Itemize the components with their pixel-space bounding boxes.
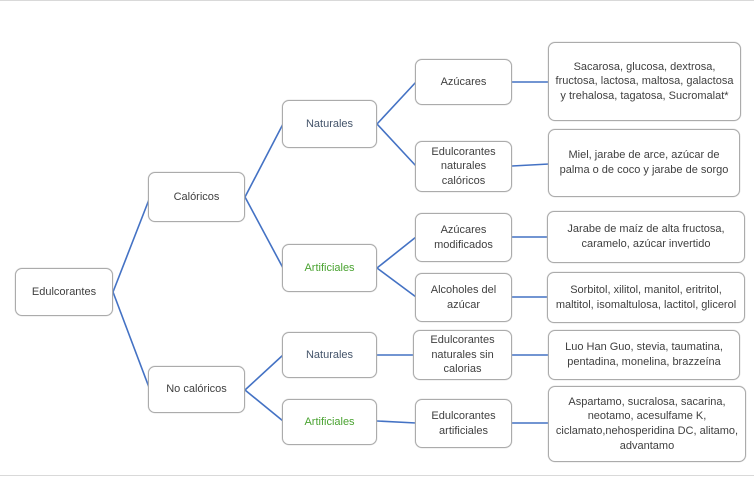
leaf-natural-noncaloric-sweeteners-list: Luo Han Guo, stevia, taumatina, pentadina, monelina, brazzeína (548, 330, 740, 380)
connector (245, 124, 283, 197)
node-artificiales-caloricos: Artificiales (282, 244, 377, 292)
connector (512, 164, 549, 166)
node-azucares: Azúcares (415, 59, 512, 105)
leaf-modified-sugars-list: Jarabe de maíz de alta fructosa, caramelo, azúcar invertido (547, 211, 745, 263)
connector (113, 197, 150, 292)
node-edulcorantes-naturales-sin-calorias: Edulcorantes naturales sin calorias (413, 330, 512, 380)
connector (113, 292, 150, 390)
connector (245, 390, 283, 421)
node-edulcorantes-artificiales: Edulcorantes artificiales (415, 399, 512, 448)
leaf-natural-caloric-sweeteners-list: Miel, jarabe de arce, azúcar de palma o de coco y jarabe de sorgo (548, 129, 740, 197)
node-artificiales-no-caloricos: Artificiales (282, 399, 377, 445)
connector (245, 197, 283, 268)
node-naturales-caloricos: Naturales (282, 100, 377, 148)
leaf-artificial-sweeteners-list: Aspartamo, sucralosa, sacarina, neotamo, acesulfame K, ciclamato,nehosperidina DC, alitamo, advantamo (548, 386, 746, 462)
node-azucares-modificados: Azúcares modificados (415, 213, 512, 262)
node-caloricos: Calóricos (148, 172, 245, 222)
node-edulcorantes-naturales-caloricos: Edulcorantes naturales calóricos (415, 141, 512, 192)
leaf-sugars-list: Sacarosa, glucosa, dextrosa, fructosa, lactosa, maltosa, galactosa y trehalosa, tagatosa, Sucromalat* (548, 42, 741, 121)
node-no-caloricos: No calóricos (148, 366, 245, 413)
leaf-sugar-alcohols-list: Sorbitol, xilitol, manitol, eritritol, maltitol, isomaltulosa, lactitol, glicerol (547, 272, 745, 323)
connector (245, 355, 283, 390)
connector (377, 268, 416, 297)
node-alcoholes-del-azucar: Alcoholes del azúcar (415, 273, 512, 322)
node-naturales-no-caloricos: Naturales (282, 332, 377, 378)
node-edulcorantes: Edulcorantes (15, 268, 113, 316)
connector (377, 82, 416, 124)
connector (377, 124, 416, 166)
connector (377, 237, 416, 268)
connector (377, 421, 416, 423)
